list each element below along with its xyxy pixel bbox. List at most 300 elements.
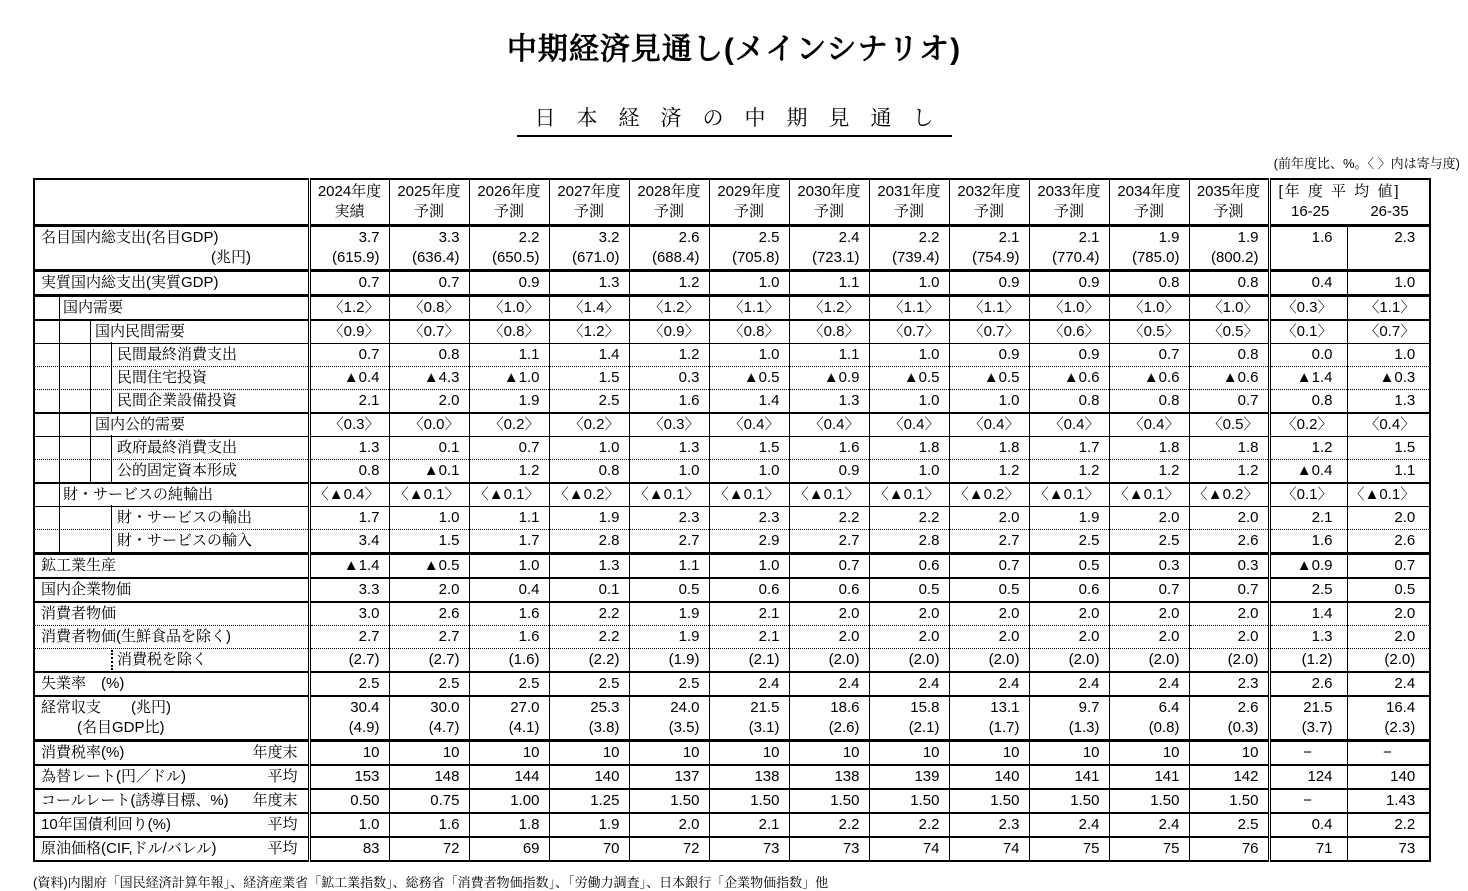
row-label: 財・サービスの輸出	[117, 509, 253, 526]
row-label: 国内公的需要	[95, 416, 186, 433]
value-cell: 10	[709, 741, 789, 766]
row-cpi	[34, 602, 1430, 626]
value-cell: 3.4	[309, 530, 389, 554]
column-header-year	[629, 179, 709, 226]
value-line1: 18.6	[830, 699, 860, 716]
value-line2: (650.5)	[491, 249, 540, 266]
value-cell: ▲0.9	[789, 367, 869, 390]
value-line1: 30.0	[430, 699, 460, 716]
value-cell: 〈▲0.1〉	[1109, 483, 1189, 507]
value-line2: (2.1)	[908, 719, 940, 736]
value-cell: 0.3	[1109, 554, 1189, 579]
value-cell: 1.0	[629, 460, 709, 484]
average-value-cell: 1.0	[1347, 344, 1430, 367]
value-cell: 0.1	[549, 578, 629, 602]
value-cell: 0.50	[309, 789, 389, 813]
row-label-cell	[34, 320, 309, 344]
average-value-cell: 〈0.1〉	[1269, 320, 1347, 344]
value-line2: (705.8)	[731, 249, 780, 266]
column-header-year	[469, 179, 549, 226]
value-cell: 2.8	[869, 530, 949, 554]
average-value-cell: 〈0.4〉	[1347, 413, 1430, 437]
value-cell: 〈0.4〉	[869, 413, 949, 437]
row-label-cell	[34, 578, 309, 602]
value-cell: 〈0.9〉	[309, 320, 389, 344]
value-cell: 1.1	[469, 344, 549, 367]
row-label: 公的固定資本形成	[117, 462, 238, 479]
value-cell: 〈0.3〉	[629, 413, 709, 437]
value-cell: 2.5	[629, 672, 709, 696]
row-label-cell	[34, 602, 309, 626]
value-cell: 10	[309, 741, 389, 766]
row-period-label: 年度末	[252, 744, 298, 761]
row-label-line	[63, 485, 306, 505]
average-value-cell: 124	[1269, 765, 1347, 789]
value-cell: 10	[1189, 741, 1269, 766]
value-line1: 3.2	[598, 229, 620, 246]
value-cell: 〈0.8〉	[469, 320, 549, 344]
value-cell	[309, 226, 389, 271]
value-cell: 1.3	[549, 271, 629, 296]
value-line2: (3.7)	[1301, 719, 1333, 736]
value-cell: 153	[309, 765, 389, 789]
row-label-line	[63, 298, 306, 318]
value-cell: 〈0.8〉	[789, 320, 869, 344]
value-cell: 2.2	[789, 813, 869, 837]
row-label-cell	[34, 226, 309, 271]
average-value-cell: (1.2)	[1269, 649, 1347, 673]
value-cell: 2.5	[469, 672, 549, 696]
value-line1: 2.3	[1394, 229, 1416, 246]
value-cell: 0.7	[309, 344, 389, 367]
year-type-label: 実績	[334, 203, 365, 220]
value-cell: 〈0.7〉	[869, 320, 949, 344]
average-value-cell: 2.0	[1347, 507, 1430, 530]
value-cell: 2.4	[1109, 813, 1189, 837]
row-domestic_demand	[34, 296, 1430, 321]
value-cell: 〈0.3〉	[309, 413, 389, 437]
average-value-cell: ▲1.4	[1269, 367, 1347, 390]
row-cpi_ex_tax	[34, 649, 1430, 673]
row-call_rate	[34, 789, 1430, 813]
value-cell: 1.0	[389, 507, 469, 530]
average-value-cell: 1.1	[1347, 460, 1430, 484]
value-cell: 〈0.5〉	[1189, 413, 1269, 437]
year-type-label: 予測	[1053, 203, 1084, 220]
row-business_investment	[34, 390, 1430, 414]
average-value-cell	[1347, 226, 1430, 271]
value-cell: ▲1.0	[469, 367, 549, 390]
value-cell	[789, 226, 869, 271]
row-label-cell	[34, 437, 309, 460]
row-label-cell	[34, 483, 309, 507]
value-cell: 〈1.2〉	[629, 296, 709, 321]
value-line2: (0.3)	[1227, 719, 1259, 736]
value-cell: 10	[869, 741, 949, 766]
column-header-year	[1109, 179, 1189, 226]
value-cell: 1.6	[389, 813, 469, 837]
value-line1: 2.1	[1078, 229, 1100, 246]
row-label-cell	[34, 390, 309, 414]
value-line2: (2.3)	[1384, 719, 1416, 736]
value-cell: 1.3	[309, 437, 389, 460]
value-cell: 1.0	[869, 390, 949, 414]
column-header-year	[1189, 179, 1269, 226]
year-label: 2033年度	[1037, 183, 1101, 200]
value-cell: 2.5	[549, 390, 629, 414]
value-cell: 〈0.4〉	[1109, 413, 1189, 437]
row-label-line	[41, 580, 306, 600]
value-cell: ▲1.4	[309, 554, 389, 579]
value-cell: 1.8	[1109, 437, 1189, 460]
row-period-label: 年度末	[252, 792, 298, 809]
value-cell: 2.4	[709, 672, 789, 696]
value-cell	[549, 226, 629, 271]
value-cell: 〈▲0.1〉	[629, 483, 709, 507]
value-line2: (800.2)	[1210, 249, 1259, 266]
average-value-cell	[1269, 226, 1347, 271]
value-cell: 1.6	[469, 626, 549, 649]
average-value-cell: 〈0.2〉	[1269, 413, 1347, 437]
value-cell: (2.7)	[309, 649, 389, 673]
average-value-cell: 〈0.7〉	[1347, 320, 1430, 344]
value-line2: (615.9)	[331, 249, 380, 266]
value-cell: 0.5	[949, 578, 1029, 602]
value-cell: 1.25	[549, 789, 629, 813]
average-value-cell: 〈▲0.1〉	[1347, 483, 1430, 507]
value-cell: 138	[789, 765, 869, 789]
value-line2	[1350, 248, 1416, 268]
value-cell: 〈0.2〉	[549, 413, 629, 437]
value-cell: 1.2	[629, 271, 709, 296]
value-cell: 〈1.1〉	[949, 296, 1029, 321]
value-cell: 0.5	[1029, 554, 1109, 579]
value-cell: 10	[629, 741, 709, 766]
value-cell: 0.9	[469, 271, 549, 296]
value-cell: 1.1	[789, 344, 869, 367]
value-cell	[1029, 696, 1109, 741]
subtitle-wrap	[0, 102, 1468, 137]
year-type-label: 予測	[1133, 203, 1164, 220]
value-cell: 0.7	[1109, 578, 1189, 602]
row-label: 消費者物価	[41, 605, 117, 622]
value-cell: 2.4	[1029, 672, 1109, 696]
row-label-line	[117, 508, 306, 528]
value-cell: 10	[789, 741, 869, 766]
value-cell: 2.1	[709, 813, 789, 837]
value-cell: 10	[549, 741, 629, 766]
value-cell: 2.2	[789, 507, 869, 530]
average-period-label: 16-25	[1290, 203, 1330, 220]
value-line1: 3.3	[438, 229, 460, 246]
value-cell: 1.9	[549, 507, 629, 530]
value-cell: 74	[869, 837, 949, 861]
value-cell: 〈▲0.1〉	[469, 483, 549, 507]
row-label-cell	[34, 367, 309, 390]
average-value-cell: 1.3	[1269, 626, 1347, 649]
hierarchy-guide	[111, 528, 112, 554]
page-subtitle: 日 本 経 済 の 中 期 見 通 し	[517, 102, 952, 137]
value-cell: (2.0)	[1029, 649, 1109, 673]
average-period-label: 26-35	[1370, 203, 1409, 220]
row-label: 民間最終消費支出	[117, 346, 238, 363]
row-label: 財・サービスの純輸出	[63, 486, 214, 503]
value-cell: 2.0	[869, 602, 949, 626]
row-label: 民間企業設備投資	[117, 392, 238, 409]
row-label: 名目国内総支出(名目GDP)	[41, 229, 219, 246]
row-label-cell	[34, 765, 309, 789]
value-cell: 1.50	[629, 789, 709, 813]
value-cell: 〈▲0.1〉	[709, 483, 789, 507]
value-cell: 1.50	[1029, 789, 1109, 813]
row-label-line	[117, 531, 306, 551]
value-cell: 0.3	[1189, 554, 1269, 579]
value-cell: 0.5	[869, 578, 949, 602]
value-cell: 1.0	[469, 554, 549, 579]
value-cell: 〈0.4〉	[949, 413, 1029, 437]
value-cell: 1.2	[629, 344, 709, 367]
year-label: 2035年度	[1196, 183, 1261, 200]
value-cell	[709, 226, 789, 271]
value-cell: ▲0.4	[309, 367, 389, 390]
value-cell: 138	[709, 765, 789, 789]
value-cell: 〈▲0.1〉	[869, 483, 949, 507]
value-line2: (770.4)	[1051, 249, 1100, 266]
average-value-cell: 2.4	[1347, 672, 1430, 696]
value-cell: 0.8	[1189, 271, 1269, 296]
value-cell: (2.0)	[789, 649, 869, 673]
average-value-cell	[1347, 696, 1430, 741]
year-label: 2028年度	[637, 183, 701, 200]
value-line1: 16.4	[1386, 699, 1416, 716]
value-cell: 0.1	[389, 437, 469, 460]
hierarchy-guide	[111, 388, 112, 414]
value-line1: 21.5	[750, 699, 780, 716]
average-value-cell: 73	[1347, 837, 1430, 861]
value-cell: 1.0	[309, 813, 389, 837]
row-label-line	[117, 368, 306, 388]
hierarchy-guide	[59, 388, 60, 414]
year-label: 2032年度	[957, 183, 1021, 200]
row-label-line	[41, 228, 306, 248]
value-cell: 2.0	[789, 626, 869, 649]
average-value-cell: 0.8	[1269, 390, 1347, 414]
value-cell: 2.8	[549, 530, 629, 554]
value-cell: 1.0	[709, 460, 789, 484]
value-cell: 0.7	[309, 271, 389, 296]
value-cell: 0.6	[869, 554, 949, 579]
value-cell: 〈0.2〉	[469, 413, 549, 437]
average-value-cell: 0.0	[1269, 344, 1347, 367]
value-cell: 〈▲0.2〉	[549, 483, 629, 507]
row-label: 実質国内総支出(実質GDP)	[41, 274, 219, 291]
value-cell: 1.8	[869, 437, 949, 460]
value-cell: 〈▲0.2〉	[1189, 483, 1269, 507]
table-body	[34, 226, 1430, 862]
value-cell: 1.9	[629, 602, 709, 626]
value-cell	[629, 696, 709, 741]
value-line2	[1273, 248, 1333, 268]
value-line2: (723.1)	[811, 249, 860, 266]
row-period-label: 平均	[267, 816, 298, 833]
value-line1: 24.0	[670, 699, 700, 716]
value-cell: 2.7	[789, 530, 869, 554]
value-cell: 0.9	[789, 460, 869, 484]
row-label-line	[117, 461, 306, 481]
row-label-cell	[34, 507, 309, 530]
year-label: 2027年度	[557, 183, 621, 200]
value-line1: 15.8	[910, 699, 940, 716]
value-cell: ▲0.6	[1109, 367, 1189, 390]
value-cell: 1.50	[709, 789, 789, 813]
value-cell: 0.7	[949, 554, 1029, 579]
row-label: 国内企業物価	[41, 581, 132, 598]
average-value-cell: 1.4	[1269, 602, 1347, 626]
row-label-line	[117, 345, 306, 365]
row-label-cell	[34, 530, 309, 554]
hierarchy-guide	[59, 458, 60, 484]
value-cell: 73	[709, 837, 789, 861]
row-gdp_nominal	[34, 226, 1430, 271]
value-line2: (636.4)	[411, 249, 460, 266]
value-line2: (4.9)	[348, 719, 380, 736]
value-cell: 76	[1189, 837, 1269, 861]
hierarchy-guide	[90, 388, 91, 414]
row-label-line	[41, 604, 306, 624]
value-cell: 1.0	[709, 271, 789, 296]
value-cell: 1.6	[789, 437, 869, 460]
value-cell: (1.9)	[629, 649, 709, 673]
average-value-cell: 140	[1347, 765, 1430, 789]
row-label: 鉱工業生産	[41, 557, 117, 574]
row-public_capital_formation	[34, 460, 1430, 484]
column-header-year	[549, 179, 629, 226]
value-cell: 1.3	[549, 554, 629, 579]
value-cell: 2.7	[949, 530, 1029, 554]
value-cell: 〈1.1〉	[709, 296, 789, 321]
row-label-secondary: (兆円)	[211, 249, 251, 266]
value-cell: 0.75	[389, 789, 469, 813]
value-cell: 〈1.1〉	[869, 296, 949, 321]
value-cell: 〈0.4〉	[1029, 413, 1109, 437]
value-cell: 2.0	[389, 578, 469, 602]
value-cell: 0.6	[709, 578, 789, 602]
value-cell: 1.1	[629, 554, 709, 579]
value-cell	[1109, 226, 1189, 271]
row-label: 失業率 (%)	[41, 675, 125, 692]
value-line2: (785.0)	[1131, 249, 1180, 266]
value-cell: 10	[469, 741, 549, 766]
row-label-line	[41, 627, 306, 647]
source-note: (資料)内閣府「国民経済計算年報」、経済産業省「鉱工業指数」、総務省「消費者物価指数」、「労働力調査」、日本銀行「企業物価指数」他	[33, 875, 829, 890]
value-cell: 2.7	[309, 626, 389, 649]
row-label: 財・サービスの輸入	[117, 532, 253, 549]
value-cell: 〈0.9〉	[629, 320, 709, 344]
row-label: 為替レート(円／ドル)	[41, 768, 186, 785]
value-cell: 2.2	[549, 602, 629, 626]
row-housing_investment	[34, 367, 1430, 390]
value-line1: 2.4	[838, 229, 860, 246]
value-cell: 144	[469, 765, 549, 789]
value-cell: 3.0	[309, 602, 389, 626]
value-cell: 1.50	[869, 789, 949, 813]
average-value-cell: 0.4	[1269, 271, 1347, 296]
value-cell: 148	[389, 765, 469, 789]
value-cell: ▲0.5	[949, 367, 1029, 390]
value-cell: 〈0.6〉	[1029, 320, 1109, 344]
row-label-line	[117, 438, 306, 458]
value-cell: 0.8	[389, 344, 469, 367]
value-cell: 2.0	[869, 626, 949, 649]
value-cell: 1.0	[709, 344, 789, 367]
value-cell: 1.9	[629, 626, 709, 649]
value-cell: 〈▲0.2〉	[949, 483, 1029, 507]
row-label-cell	[34, 460, 309, 484]
value-line2: (0.8)	[1148, 719, 1180, 736]
average-value-cell: 2.2	[1347, 813, 1430, 837]
value-cell: 1.7	[309, 507, 389, 530]
value-cell: 69	[469, 837, 549, 861]
value-cell: 1.5	[709, 437, 789, 460]
value-cell: 10	[389, 741, 469, 766]
row-label: 国内民間需要	[95, 323, 186, 340]
year-type-label: 予測	[893, 203, 924, 220]
value-cell: (2.2)	[549, 649, 629, 673]
value-cell	[549, 696, 629, 741]
row-label-line	[95, 415, 306, 435]
value-cell: 1.8	[469, 813, 549, 837]
value-cell: 〈1.0〉	[1189, 296, 1269, 321]
value-cell: (2.0)	[869, 649, 949, 673]
row-label-line	[41, 556, 306, 576]
average-value-cell: 2.6	[1269, 672, 1347, 696]
value-line2: (739.4)	[891, 249, 940, 266]
average-value-cell: 2.6	[1347, 530, 1430, 554]
value-cell: (2.1)	[709, 649, 789, 673]
value-cell: 2.4	[1109, 672, 1189, 696]
value-cell: 0.5	[629, 578, 709, 602]
value-line1: 3.7	[358, 229, 380, 246]
value-cell: 〈0.7〉	[389, 320, 469, 344]
value-cell	[389, 696, 469, 741]
average-value-cell: (2.0)	[1347, 649, 1430, 673]
value-line2: (1.7)	[988, 719, 1020, 736]
row-label-cell	[34, 626, 309, 649]
row-label-line	[41, 815, 306, 835]
value-cell	[869, 226, 949, 271]
value-cell: 〈0.5〉	[1109, 320, 1189, 344]
value-cell: 1.3	[789, 390, 869, 414]
value-cell: 1.0	[869, 460, 949, 484]
average-value-cell: 1.2	[1269, 437, 1347, 460]
row-jgb_10y_yield	[34, 813, 1430, 837]
value-cell: 1.7	[469, 530, 549, 554]
value-cell: 0.6	[789, 578, 869, 602]
value-cell: 2.2	[869, 813, 949, 837]
value-cell: 2.6	[1189, 530, 1269, 554]
value-cell: 〈▲0.1〉	[1029, 483, 1109, 507]
value-line1: 6.4	[1158, 699, 1180, 716]
value-cell: 1.1	[789, 271, 869, 296]
value-cell: 0.4	[469, 578, 549, 602]
row-label-cell	[34, 741, 309, 766]
value-cell: 2.4	[1029, 813, 1109, 837]
average-value-cell: 71	[1269, 837, 1347, 861]
average-value-cell: 2.0	[1347, 602, 1430, 626]
value-cell: ▲0.5	[709, 367, 789, 390]
value-cell: 2.0	[1189, 602, 1269, 626]
units-note: (前年度比、%。〈 〉内は寄与度)	[1273, 156, 1460, 171]
